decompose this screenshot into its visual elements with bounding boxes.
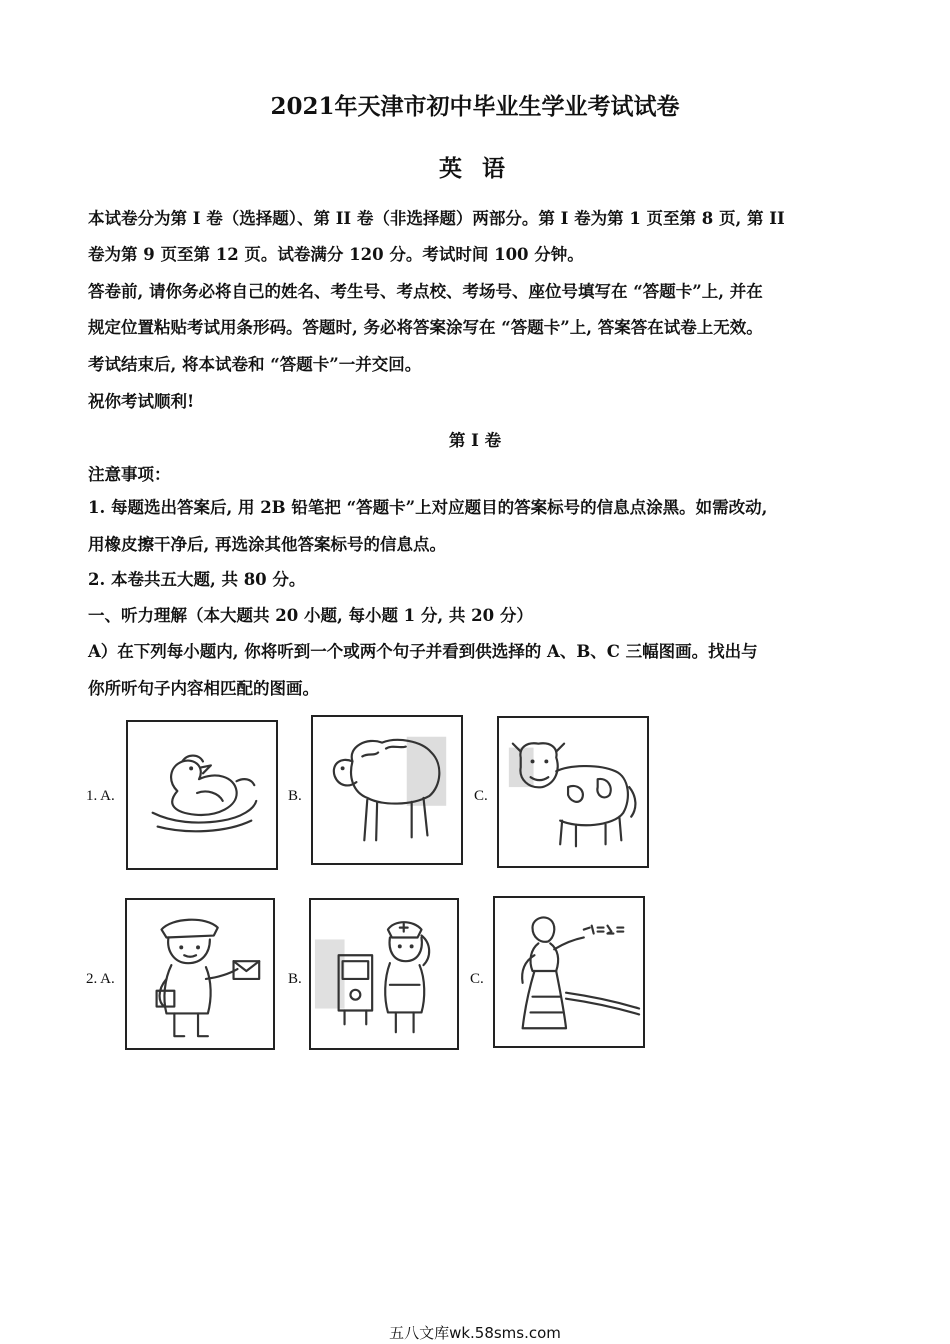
intro-line: 祝你考试顺利!	[88, 392, 195, 411]
section-heading: 第 I 卷	[448, 431, 502, 450]
footer-watermark: 五八文库wk.58sms.com	[389, 1324, 561, 1342]
part-title: 一、听力理解（本大题共 20 小题, 每小题 1 分, 共 20 分）	[88, 606, 533, 625]
exam-title: 2021年天津市初中毕业生学业考试试卷	[270, 93, 680, 120]
option-label-c: C.	[474, 788, 488, 804]
duck-icon	[128, 722, 276, 868]
option-label-b: B.	[288, 788, 302, 804]
subject-title: 英 语	[438, 155, 511, 182]
intro-line: 考试结束后, 将本试卷和 “答题卡”一并交回。	[88, 355, 422, 374]
option-label-b: B.	[288, 971, 302, 987]
option-b-picture[interactable]	[309, 898, 459, 1050]
option-label-a: 1. A.	[86, 788, 115, 804]
notice-line: 2. 本卷共五大题, 共 80 分。	[88, 570, 306, 589]
option-b-picture[interactable]	[311, 715, 463, 865]
postman-icon	[127, 900, 273, 1048]
teacher-icon	[495, 898, 643, 1046]
option-c-picture[interactable]	[493, 896, 645, 1048]
intro-line: 卷为第 9 页至第 12 页。试卷满分 120 分。考试时间 100 分钟。	[88, 245, 584, 264]
intro-line: 规定位置粘贴考试用条形码。答题时, 务必将答案涂写在 “答题卡”上, 答案答在试卷上无效。	[88, 318, 763, 337]
nurse-icon	[311, 900, 457, 1048]
instruction-line: 你所听句子内容相匹配的图画。	[88, 679, 319, 698]
option-a-picture[interactable]	[126, 720, 278, 870]
option-a-picture[interactable]	[125, 898, 275, 1050]
option-label-a: 2. A.	[86, 971, 115, 987]
notice-line: 用橡皮擦干净后, 再选涂其他答案标号的信息点。	[88, 535, 446, 554]
notice-line: 1. 每题选出答案后, 用 2B 铅笔把 “答题卡”上对应题目的答案标号的信息点涂黑。如需改动,	[88, 498, 768, 517]
notice-title: 注意事项：	[88, 465, 171, 484]
instruction-line: A）在下列每小题内, 你将听到一个或两个句子并看到供选择的 A、B、C 三幅图画。找出与	[88, 642, 758, 661]
sheep-icon	[313, 717, 461, 863]
option-label-c: C.	[470, 971, 484, 987]
intro-line: 本试卷分为第 I 卷（选择题）、第 II 卷（非选择题）两部分。第 I 卷为第 1 页至第 8 页, 第 II	[88, 209, 785, 228]
option-c-picture[interactable]	[497, 716, 649, 868]
cow-icon	[499, 718, 647, 866]
intro-line: 答卷前, 请你务必将自己的姓名、考生号、考点校、考场号、座位号填写在 “答题卡”上, 并在	[88, 282, 763, 301]
